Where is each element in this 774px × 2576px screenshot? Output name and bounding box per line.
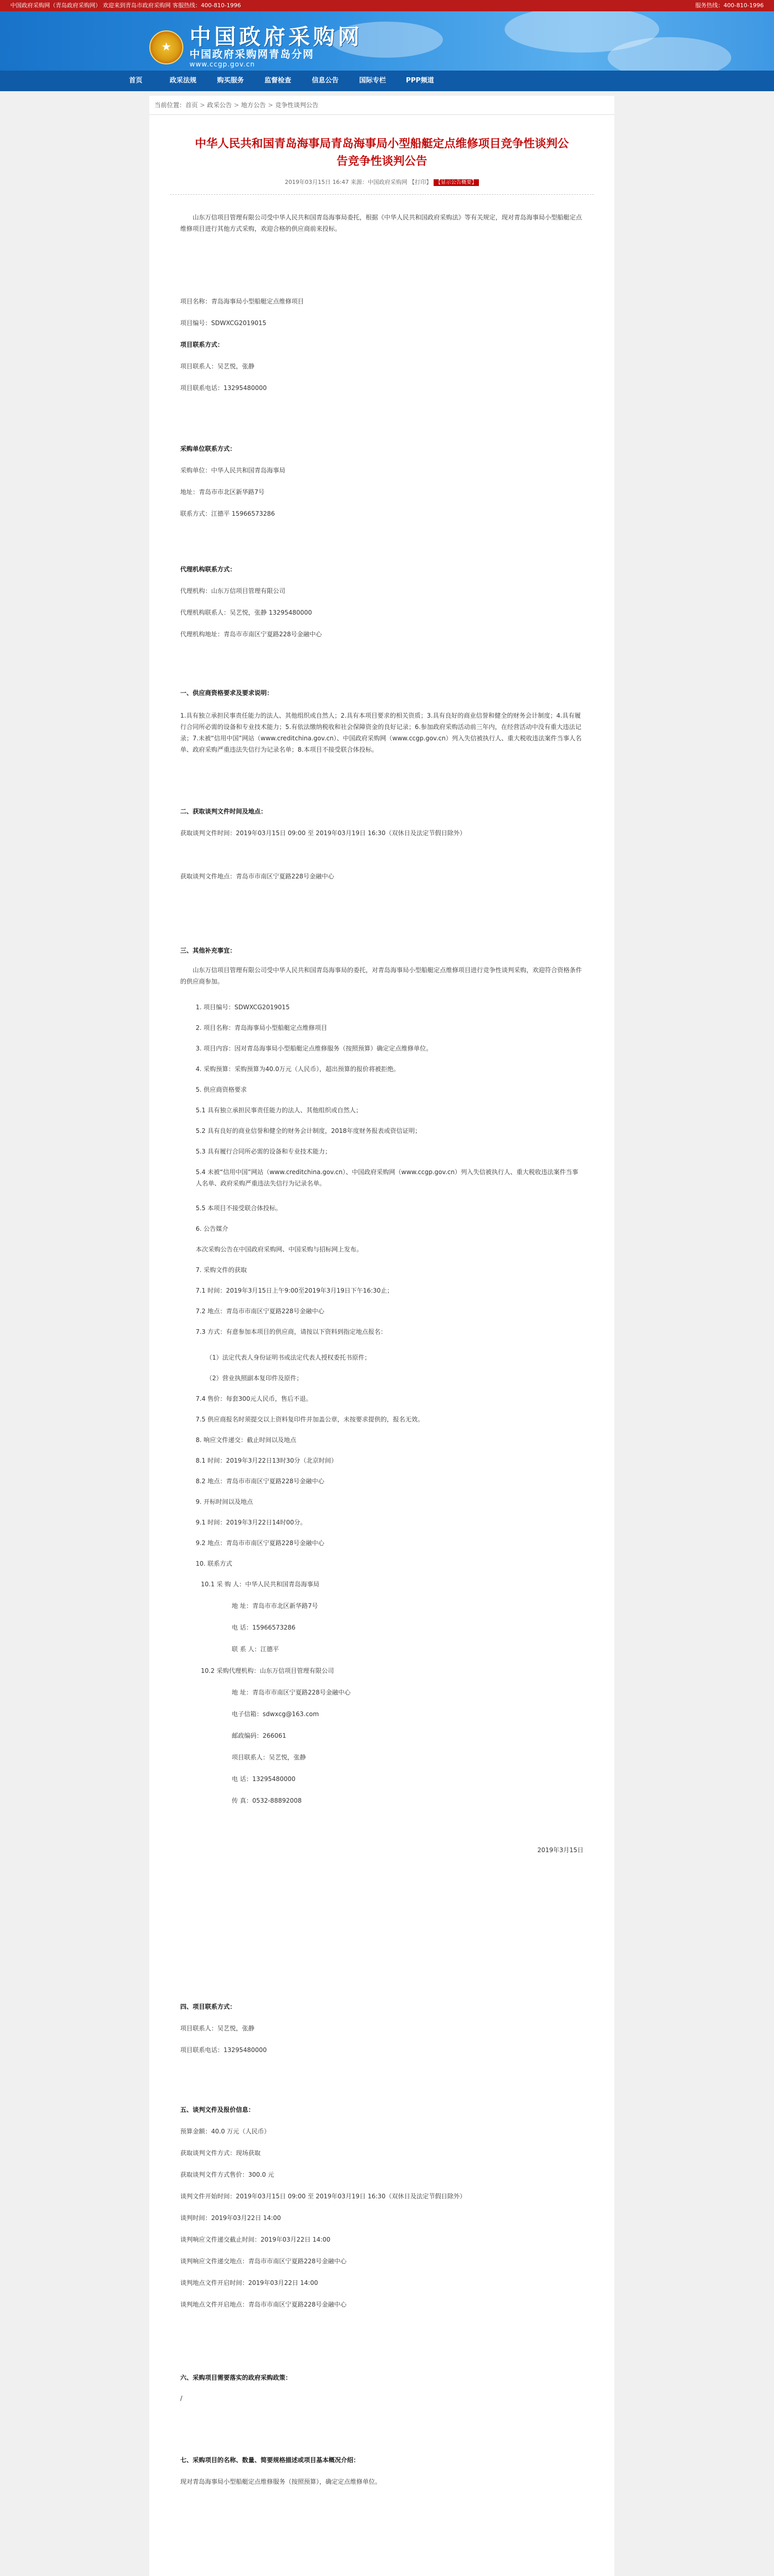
s3-item: 7. 采购文件的获取 (196, 1266, 247, 1274)
s3-item: 7.3 方式：有意参加本项目的供应商，请按以下资料到指定地点报名： (196, 1328, 387, 1335)
s3-item: 项目联系人：吴艺悦，张静 (232, 1754, 306, 1761)
article-meta-text: 2019年03月15日 16:47 来源：中国政府采购网 【打印】 (285, 179, 432, 185)
s3-item: 7.1 时间：2019年3月15日上午9:00至2019年3月19日下午16:30止； (196, 1287, 393, 1294)
s5-item: 谈判地点文件开启时间：2019年03月22日 14:00 (180, 2279, 318, 2286)
contact-heading: 项目联系方式： (180, 341, 224, 348)
s3-item: 邮政编码：266061 (232, 1732, 286, 1739)
nav-item-announcements[interactable]: 信息公告 (312, 77, 339, 84)
breadcrumb-item-local[interactable]: 地方公告 (241, 101, 266, 109)
s3-item: 7.5 供应商报名时须提交以上资料复印件并加盖公章，未按要求提供的，报名无效。 (196, 1416, 424, 1423)
s3-item: 5.1 具有独立承担民事责任能力的法人、其他组织或自然人； (196, 1107, 362, 1114)
s3-item: 6. 公告媒介 (196, 1225, 229, 1232)
s3-item: 7.4 售价：每套300元人民币，售后不退。 (196, 1395, 312, 1402)
section-2-heading: 二、获取谈判文件时间及地点： (180, 808, 267, 815)
agent-name: 代理机构：山东万信项目管理有限公司 (180, 587, 286, 595)
s3-item: 10. 联系方式 (196, 1560, 232, 1567)
top-bar-left: 中国政府采购网（青岛政府采购网） 欢迎来到青岛市政府采购网 客服热线：400-810-1996 (10, 2, 241, 9)
section-1-body: 1.具有独立承担民事责任能力的法人、其他组织或自然人；2.具有本项目要求的相关资质；3.具有良好的商业信誉和健全的财务会计制度；4.具有履行合同所必需的设备和专业技术能力；5.有依法缴纳税收和社会保障资金的良好记录；6.参加政府采购活动前三年内，在经营活动中没有重大违法记录；7.未被“信用中国”网站（www.creditchina.gov.cn）、中国政府采购网（www.ccgp.gov.cn）列入失信被执行人、重大税收违法案件当事人名单、政府采购严重违法失信行为记录名单；8.本项目不接受联合体投标。 (180, 712, 582, 753)
s3-item: 2. 项目名称：青岛海事局小型船艇定点维修项目 (196, 1024, 328, 1031)
s3-item: 9.2 地点：青岛市市南区宁夏路228号金融中心 (196, 1539, 324, 1547)
s3-item: 8.2 地点：青岛市市南区宁夏路228号金融中心 (196, 1478, 324, 1485)
breadcrumb-item-current[interactable]: 竞争性谈判公告 (275, 101, 319, 109)
nav-item-supervision[interactable]: 监督检查 (264, 77, 291, 84)
s3-item: 地 址：青岛市市南区宁夏路228号金融中心 (232, 1689, 351, 1696)
logo-subtitle: 中国政府采购网青岛分网 (190, 48, 314, 60)
agent-person: 代理机构联系人：吴艺悦，张静 13295480000 (180, 609, 312, 616)
nav-item-regulations[interactable]: 政采法规 (169, 77, 197, 84)
s3-item: 3. 项目内容：因对青岛海事局小型船艇定点维修服务（按照预算）确定定点维修单位。 (196, 1045, 433, 1052)
summary-toggle-button[interactable]: 【显示公告概要】 (434, 179, 479, 186)
s5-item: 谈判文件开始时间：2019年03月15日 09:00 至 2019年03月19日 16:30（双休日及法定节假日除外） (180, 2193, 466, 2200)
s3-item: 传 真：0532-88892008 (232, 1797, 302, 1804)
breadcrumb-prefix: 当前位置： (154, 101, 186, 109)
section-1-heading: 一、供应商资格要求及要求说明： (180, 689, 273, 697)
breadcrumb: 当前位置：首页 > 政采公告 > 地方公告 > 竞争性谈判公告 (149, 96, 614, 115)
section-3-date: 2019年3月15日 (537, 1846, 583, 1854)
content-container (149, 96, 614, 2576)
s3-item: 联 系 人：江德平 (232, 1646, 279, 1653)
s3-item: 10.2 采购代理机构：山东万信项目管理有限公司 (201, 1667, 334, 1674)
contact-person: 项目联系人：吴艺悦，张静 (180, 363, 255, 370)
breadcrumb-item-home[interactable]: 首页 (185, 101, 198, 109)
s5-item: 获取谈判文件方式售价：300.0 元 (180, 2171, 274, 2178)
nav-item-ppp[interactable]: PPP频道 (406, 77, 434, 84)
agent-heading: 代理机构联系方式： (180, 566, 236, 573)
buyer-phone: 联系方式：江德平 15966573286 (180, 510, 275, 517)
s3-item: 5.3 具有履行合同所必需的设备和专业技术能力； (196, 1148, 331, 1155)
s3-item: 1. 项目编号：SDWXCG2019015 (196, 1004, 290, 1011)
section-4-person: 项目联系人：吴艺悦，张静 (180, 2025, 255, 2032)
buyer-name: 采购单位：中华人民共和国青岛海事局 (180, 467, 286, 474)
section-4-phone: 项目联系电话：13295480000 (180, 2046, 267, 2054)
article-title: 中华人民共和国青岛海事局青岛海事局小型船艇定点维修项目竞争性谈判公告竞争性谈判公告 (195, 138, 569, 168)
section-6-heading: 六、采购项目需要落实的政府采购政策： (180, 2374, 292, 2381)
s3-item: 电 话：13295480000 (232, 1775, 296, 1783)
site-logo[interactable] (149, 26, 363, 69)
s3-item: 4. 采购预算：采购预算为40.0万元（人民币），超出预算的报价将被拒绝。 (196, 1065, 400, 1073)
s5-item: 预算金额：40.0 万元（人民币） (180, 2128, 270, 2135)
section-2-place: 获取谈判文件地点：青岛市市南区宁夏路228号金融中心 (180, 873, 334, 880)
s3-item: （2）营业执照副本复印件及原件； (206, 1375, 303, 1382)
s3-item: 8. 响应文件递交：截止时间以及地点 (196, 1436, 297, 1444)
nav-item-home[interactable]: 首页 (129, 77, 143, 84)
article-meta (170, 178, 594, 186)
s5-item: 谈判地点文件开启地点：青岛市市南区宁夏路228号金融中心 (180, 2301, 347, 2308)
s3-item: 电 话：15966573286 (232, 1624, 296, 1631)
s3-item: 10.1 采 购 人：中华人民共和国青岛海事局 (201, 1581, 320, 1588)
s3-item: 本次采购公告在中国政府采购网、中国采购与招标网上发布。 (196, 1246, 363, 1253)
nav-item-services[interactable]: 购买服务 (217, 77, 244, 84)
s5-item: 谈判响应文件递交截止时间：2019年03月22日 14:00 (180, 2236, 331, 2243)
top-bar-right: 服务热线：400-810-1996 (695, 2, 764, 9)
section-3-heading: 三、其他补充事宜： (180, 947, 236, 954)
s5-item: 谈判时间：2019年03月22日 14:00 (180, 2214, 281, 2222)
s3-item: 8.1 时间：2019年3月22日13时30分（北京时间） (196, 1457, 337, 1464)
top-bar (0, 0, 774, 11)
s3-item: 5.2 具有良好的商业信誉和健全的财务会计制度，2018年度财务报表或资信证明； (196, 1127, 421, 1134)
s3-item: 5.4 未被“信用中国”网站（www.creditchina.gov.cn）、中国政府采购网（www.ccgp.gov.cn）列入失信被执行人、重大税收违法案件当事人名单、政府采购严重违法失信行为记录名单。 (196, 1168, 578, 1187)
project-name: 项目名称：青岛海事局小型船艇定点维修项目 (180, 298, 304, 305)
logo-url: www.ccgp.gov.cn (190, 61, 255, 69)
s3-item: 9.1 时间：2019年3月22日14时00分。 (196, 1519, 306, 1526)
section-3-intro: 山东万信项目管理有限公司受中华人民共和国青岛海事局的委托，对青岛海事局小型船艇定点维修项目进行竞争性谈判采购，欢迎符合资格条件的供应商参加。 (180, 967, 582, 985)
s3-item: 5. 供应商资格要求 (196, 1086, 247, 1093)
section-2-time: 获取谈判文件时间：2019年03月15日 09:00 至 2019年03月19日 16:30（双休日及法定节假日除外） (180, 829, 466, 837)
section-4-heading: 四、项目联系方式： (180, 2003, 236, 2010)
project-number: 项目编号：SDWXCG2019015 (180, 319, 267, 327)
section-6-body: / (180, 2395, 183, 2402)
national-emblem-icon: ★ (149, 30, 183, 64)
s3-item: 电子信箱：sdwxcg@163.com (232, 1710, 319, 1718)
agent-address: 代理机构地址：青岛市市南区宁夏路228号金融中心 (180, 631, 322, 638)
logo-title: 中国政府采购网 (190, 24, 363, 49)
s3-item: 地 址：青岛市市北区新华路7号 (232, 1602, 318, 1609)
intro-paragraph: 山东万信项目管理有限公司受中华人民共和国青岛海事局委托，根据《中华人民共和国政府采购法》等有关规定，现对青岛海事局小型船艇定点维修项目进行其他方式采购，欢迎合格的供应商前来投标。 (180, 214, 582, 232)
s3-item: 9. 开标时间以及地点 (196, 1498, 253, 1505)
s3-item: 5.5 本项目不接受联合体投标。 (196, 1205, 282, 1212)
main-nav (0, 71, 774, 91)
buyer-heading: 采购单位联系方式： (180, 445, 236, 452)
article (149, 135, 614, 195)
s3-item: 7.2 地点：青岛市市南区宁夏路228号金融中心 (196, 1308, 324, 1315)
s3-item: （1）法定代表人身份证明书或法定代表人授权委托书原件； (206, 1354, 371, 1361)
title-divider (170, 194, 594, 195)
s5-item: 谈判响应文件递交地点：青岛市市南区宁夏路228号金融中心 (180, 2258, 347, 2265)
buyer-address: 地址：青岛市市北区新华路7号 (180, 488, 265, 496)
section-7-body: 现对青岛海事局小型船艇定点维修服务（按照预算），确定定点维修单位。 (180, 2478, 382, 2485)
section-7-heading: 七、采购项目的名称、数量、简要规格描述或项目基本概况介绍： (180, 2456, 360, 2464)
nav-item-international[interactable]: 国际专栏 (359, 77, 386, 84)
section-5-heading: 五、谈判文件及报价信息： (180, 2106, 255, 2113)
site-banner (0, 11, 774, 71)
breadcrumb-item-notices[interactable]: 政采公告 (207, 101, 232, 109)
s5-item: 获取谈判文件方式：现场获取 (180, 2149, 261, 2157)
contact-phone: 项目联系电话：13295480000 (180, 384, 267, 392)
